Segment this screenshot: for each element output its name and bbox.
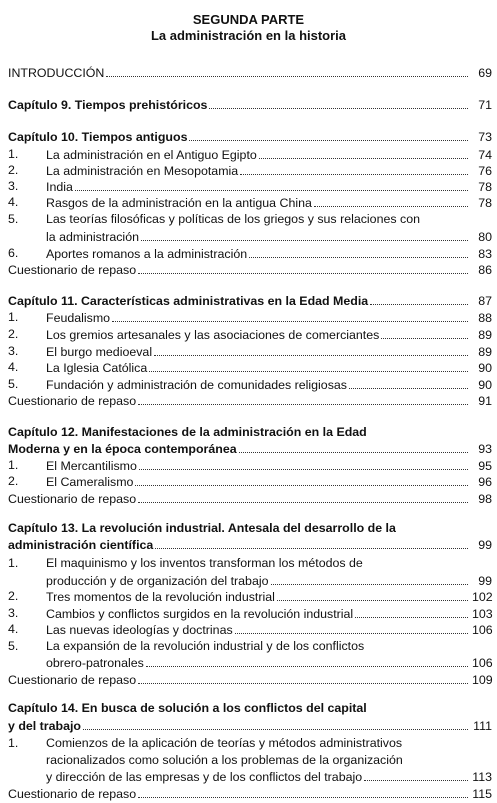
toc-entry [8,671,492,688]
toc-entry-title: y dirección de las empresas y de los conflictos del trabajo [46,770,363,784]
toc-entry-page: 69 [478,66,492,80]
toc-entry [8,376,492,393]
toc-entry [8,735,492,752]
toc-entry-title: producción y de organización del trabajo [46,574,269,588]
toc-entry-page: 76 [478,164,492,178]
dot-leader [314,194,468,207]
dot-leader [146,654,468,667]
dot-leader [364,768,468,781]
toc-entry-page: 89 [478,345,492,359]
toc-entry [8,785,492,802]
dot-leader [83,717,468,730]
toc-entry [8,440,492,457]
toc-entry-page: 87 [478,294,492,308]
toc-entry-title: Las nuevas ideologías y doctrinas [46,623,233,637]
dot-leader [189,128,468,141]
toc-entry [8,326,492,343]
toc-entry [8,261,492,278]
toc-entry-title: La administración en el Antiguo Egipto [46,148,257,162]
toc-entry [8,638,492,655]
toc-entry-page: 80 [478,230,492,244]
dot-leader [138,785,468,798]
toc-entry [8,700,492,717]
dot-leader [370,292,468,305]
toc-entry-number: 4. [8,195,19,209]
dot-leader [139,457,468,470]
toc-entry-title: Las teorías filosóficas y políticas de los griegos y sus relaciones con [46,212,420,226]
dot-leader [138,392,468,405]
toc-entry-page: 73 [478,130,492,144]
toc-entry-page: 106 [472,656,493,670]
toc-entry-title: Capítulo 11. Características administrativas en la Edad Media [8,294,369,308]
toc-entry [8,245,492,262]
toc-entry-title: y del trabajo [8,719,81,733]
toc-entry-number: 4. [8,622,19,636]
toc-entry-title: Tres momentos de la revolución industrial [46,590,275,604]
toc-entry-title: Capítulo 10. Tiempos antiguos [8,130,188,144]
dot-leader [240,162,468,175]
toc-entry-page: 93 [478,442,492,456]
toc-entry-title: Capítulo 9. Tiempos prehistóricos [8,98,208,112]
toc-entry [8,162,492,179]
toc-entry-page: 111 [473,719,492,733]
toc-entry-page: 99 [478,574,492,588]
toc-entry-title: Los gremios artesanales y las asociaciones de comerciantes [46,328,380,342]
toc-entry-number: 1. [8,556,19,570]
toc-entry-title: Aportes romanos a la administración [46,247,248,261]
toc-entry-title: Capítulo 14. En busca de solución a los conflictos del capital [8,701,367,715]
toc-entry [8,588,492,605]
toc-entry [8,194,492,211]
toc-entry-number: 1. [8,736,19,750]
toc-entry-page: 88 [478,311,492,325]
dot-leader [106,64,468,77]
toc-entry [8,424,492,441]
toc-entry [8,211,492,228]
toc-entry [8,128,492,145]
toc-entry-title: Cuestionario de repaso [8,394,137,408]
toc-entry-title: La Iglesia Católica [46,361,148,375]
toc-entry-page: 106 [472,623,493,637]
toc-entry [8,555,492,572]
toc-entry-number: 2. [8,589,19,603]
toc-entry [8,520,492,537]
toc-entry-page: 89 [478,328,492,342]
part-subtitle: La administración en la historia [150,28,347,43]
toc-entry-page: 90 [478,378,492,392]
toc-entry-number: 2. [8,163,19,177]
toc-entry-title: Cuestionario de repaso [8,492,137,506]
toc-entry [8,292,492,309]
dot-leader [112,309,468,322]
toc-entry-page: 86 [478,263,492,277]
dot-leader [355,605,468,618]
toc-entry [8,572,492,589]
toc-entry [8,64,492,81]
toc-entry [8,392,492,409]
dot-leader [271,572,469,585]
toc-entry [8,343,492,360]
toc-entry-number: 3. [8,179,19,193]
dot-leader [155,536,468,549]
toc-entry-page: 83 [478,247,492,261]
dot-leader [277,588,468,601]
toc-entry-number: 4. [8,360,19,374]
toc-entry-number: 1. [8,458,19,472]
dot-leader [141,228,468,241]
toc-entry-title: Capítulo 12. Manifestaciones de la administración en la Edad [8,425,367,439]
toc-entry [8,178,492,195]
dot-leader [138,490,468,503]
toc-entry-title: El burgo medioeval [46,345,153,359]
toc-entry [8,768,492,785]
toc-entry [8,473,492,490]
toc-entry-number: 5. [8,639,19,653]
dot-leader [381,326,468,339]
toc-entry-page: 115 [472,787,492,801]
dot-leader [154,343,468,356]
toc-entry-number: 2. [8,474,19,488]
toc-entry-page: 74 [478,148,492,162]
toc-entry-number: 1. [8,310,19,324]
dot-leader [239,440,468,453]
toc-entry-number: 1. [8,147,19,161]
toc-entry-number: 5. [8,212,19,226]
dot-leader [135,473,468,486]
toc-entry-page: 109 [472,673,493,687]
toc-entry-page: 95 [478,459,492,473]
toc-entry-page: 103 [472,607,493,621]
toc-entry-title: El maquinismo y los inventos transforman los métodos de [46,556,363,570]
toc-entry-number: 6. [8,246,19,260]
toc-entry-title: El Mercantilismo [46,459,137,473]
dot-leader [235,621,468,634]
toc-entry-number: 2. [8,327,19,341]
toc-entry-number: 5. [8,377,19,391]
toc-entry-title: administración científica [8,538,154,552]
toc-entry [8,146,492,163]
toc-entry [8,96,492,113]
toc-entry-title: la administración [46,230,139,244]
part-heading: SEGUNDA PARTE [192,12,305,27]
toc-entry-number: 3. [8,344,19,358]
toc-entry [8,309,492,326]
toc-entry [8,228,492,245]
dot-leader [138,671,468,684]
toc-entry-title: El Cameralismo [46,475,134,489]
dot-leader [75,178,468,191]
toc-entry-title: Cuestionario de repaso [8,263,137,277]
dot-leader [149,359,468,372]
toc-entry-page: 91 [478,394,492,408]
toc-entry-title: Moderna y en la época contemporánea [8,442,237,456]
toc-entry-title: Cuestionario de repaso [8,787,137,801]
toc-entry-page: 96 [478,475,492,489]
toc-entry-title: Comienzos de la aplicación de teorías y métodos administrativos [46,736,403,750]
toc-entry-title: La expansión de la revolución industrial y de los conflictos [46,639,365,653]
toc-entry-title: Rasgos de la administración en la antigua China [46,196,312,210]
toc-entry [8,621,492,638]
toc-entry-title: INTRODUCCIÓN [8,66,105,80]
toc-entry-page: 98 [478,492,492,506]
toc-entry [8,717,492,734]
toc-entry-page: 99 [478,538,492,552]
toc-entry-number: 3. [8,606,19,620]
toc-entry-title: Feudalismo [46,311,111,325]
toc-entry-page: 90 [478,361,492,375]
toc-entry-title: obrero-patronales [46,656,144,670]
dot-leader [138,261,468,274]
dot-leader [349,376,468,389]
toc-entry [8,536,492,553]
toc-entry-title: Cambios y conflictos surgidos en la revolución industrial [46,607,354,621]
toc-entry-title: racionalizados como solución a los problemas de la organización [46,753,403,767]
toc-entry [8,457,492,474]
toc-entry [8,752,492,769]
toc-entry-title: Fundación y administración de comunidades religiosas [46,378,347,392]
dot-leader [209,96,468,109]
toc-entry-title: Cuestionario de repaso [8,673,137,687]
toc-entry-title: La administración en Mesopotamia [46,164,239,178]
toc-entry-title: Capítulo 13. La revolución industrial. Antesala del desarrollo de la [8,521,396,535]
toc-entry-page: 71 [478,98,492,112]
dot-leader [259,146,468,159]
toc-entry [8,605,492,622]
toc-entry [8,654,492,671]
toc-entry-page: 102 [472,590,493,604]
toc-entry-title: India [46,180,73,194]
toc-entry-page: 78 [478,180,492,194]
toc-entry [8,359,492,376]
dot-leader [249,245,468,258]
toc-entry-page: 113 [472,770,492,784]
toc-entry [8,490,492,507]
toc-entry-page: 78 [478,196,492,210]
